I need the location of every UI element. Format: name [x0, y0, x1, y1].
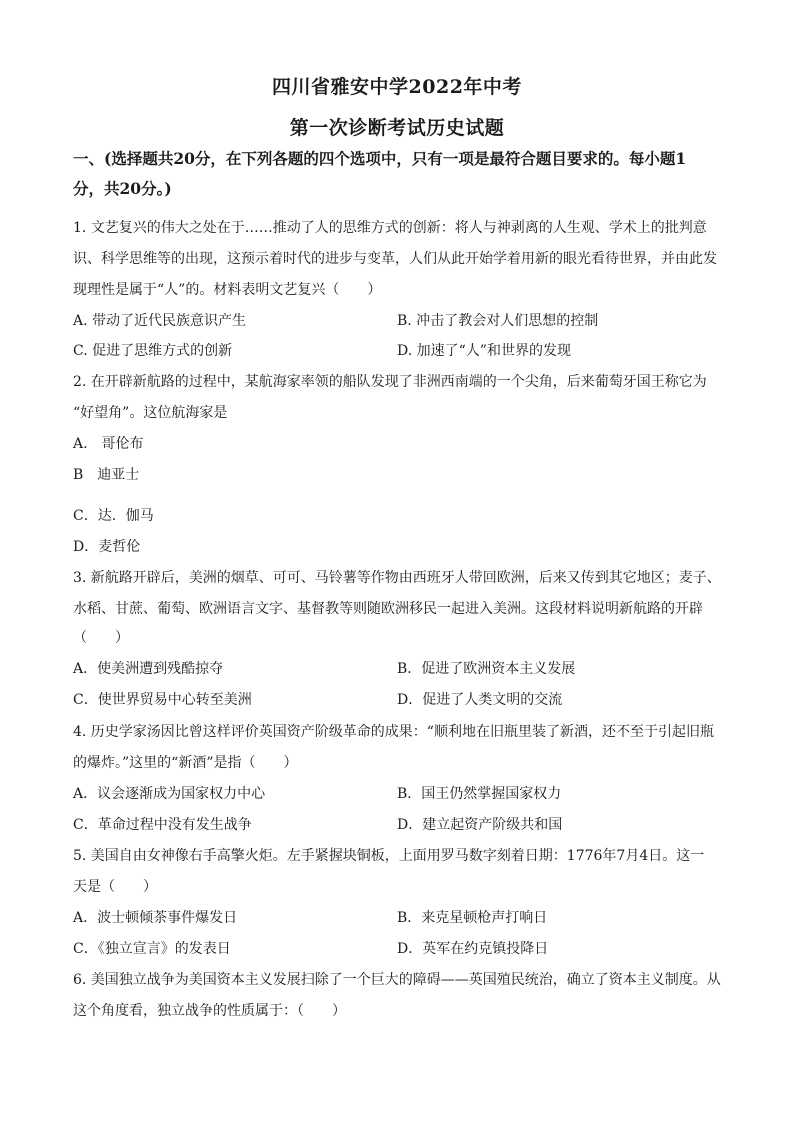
exam-subtitle: 第一次诊断考试历史试题: [289, 117, 505, 139]
question-2-line-1: 2. 在开辟新航路的过程中，某航海家率领的船队发现了非洲西南端的一个尖角，后来葡萄牙国王称它为: [73, 374, 707, 390]
question-1-line-2: 识、科学思维等的出现，这预示着时代的进步与变革，人们从此开始学着用新的眼光看待世界，并由此发: [73, 251, 717, 267]
question-3-option-c[interactable]: C．使世界贸易中心转至美洲: [73, 692, 252, 708]
question-5-option-a[interactable]: A．波士顿倾茶事件爆发日: [73, 910, 238, 926]
question-3-option-d[interactable]: D．促进了人类文明的交流: [397, 692, 563, 708]
question-1-line-1: 1. 文艺复兴的伟大之处在于……推动了人的思维方式的创新：将人与神剥离的人生观、学术上的批判意: [73, 220, 707, 236]
question-3-line-2: 水稻、甘蔗、葡萄、欧洲语言文字、基督教等则随欧洲移民一起进入美洲。这段材料说明新航路的开辟: [73, 601, 703, 617]
question-3-option-a[interactable]: A．使美洲遭到残酷掠夺: [73, 661, 224, 677]
question-6-line-1: 6. 美国独立战争为美国资本主义发展扫除了一个巨大的障碍——英国殖民统治，确立了资本主义制度。从: [73, 972, 721, 988]
question-1-option-d[interactable]: D. 加速了“人”和世界的发现: [397, 343, 571, 359]
exam-title: 四川省雅安中学2022年中考: [272, 76, 522, 98]
question-4-option-a[interactable]: A．议会逐渐成为国家权力中心: [73, 786, 266, 802]
question-2-option-d[interactable]: D．麦哲伦: [73, 539, 141, 555]
question-3-option-b[interactable]: B．促进了欧洲资本主义发展: [397, 661, 576, 677]
question-1-option-a[interactable]: A. 带动了近代民族意识产生: [73, 313, 247, 329]
question-2-option-b[interactable]: B 迪亚士: [73, 467, 140, 483]
question-4-option-b[interactable]: B．国王仍然掌握国家权力: [397, 786, 562, 802]
question-3-line-3: （ ）: [73, 630, 129, 646]
question-5-option-b[interactable]: B．来克星顿枪声打响日: [397, 910, 548, 926]
question-1-option-c[interactable]: C. 促进了思维方式的创新: [73, 343, 233, 359]
section-instructions: [73, 144, 723, 204]
question-2-option-a[interactable]: A. 哥伦布: [73, 436, 144, 452]
question-1-option-b[interactable]: B. 冲击了教会对人们思想的控制: [397, 313, 599, 329]
question-4-line-2: 的爆炸。”这里的“新酒”是指（ ）: [73, 755, 298, 771]
question-6-line-2: 这个角度看，独立战争的性质属于：（ ）: [73, 1003, 346, 1019]
question-4-option-d[interactable]: D．建立起资产阶级共和国: [397, 817, 563, 833]
section-line-2: 分，共20分。): [73, 179, 172, 198]
question-3-line-1: 3. 新航路开辟后，美洲的烟草、可可、马铃薯等作物由西班牙人带回欧洲，后来又传到其它地区；麦子、: [73, 570, 721, 586]
question-5-option-c[interactable]: C．《独立宣言》的发表日: [73, 941, 231, 957]
question-4-line-1: 4. 历史学家汤因比曾这样评价英国资产阶级革命的成果：“顺利地在旧瓶里装了新酒，还不至于引起旧瓶: [73, 724, 714, 740]
question-5-option-d[interactable]: D．英军在约克镇投降日: [397, 941, 549, 957]
question-5-line-2: 天是（ ）: [73, 879, 157, 895]
question-2-option-c[interactable]: C．达．伽马: [73, 508, 154, 524]
question-5-line-1: 5. 美国自由女神像右手高擎火炬。左手紧握块铜板，上面用罗马数字刻着日期：1776年7月4日。这一: [73, 848, 705, 864]
question-1-line-3: 现理性是属于“人”的。材料表明文艺复兴（ ）: [73, 282, 382, 298]
section-line-1: 一、(选择题共20分，在下列各题的四个选项中，只有一项是最符合题目要求的。每小题1: [73, 149, 687, 168]
question-2-line-2: “好望角”。这位航海家是: [73, 405, 228, 421]
question-4-option-c[interactable]: C．革命过程中没有发生战争: [73, 817, 252, 833]
